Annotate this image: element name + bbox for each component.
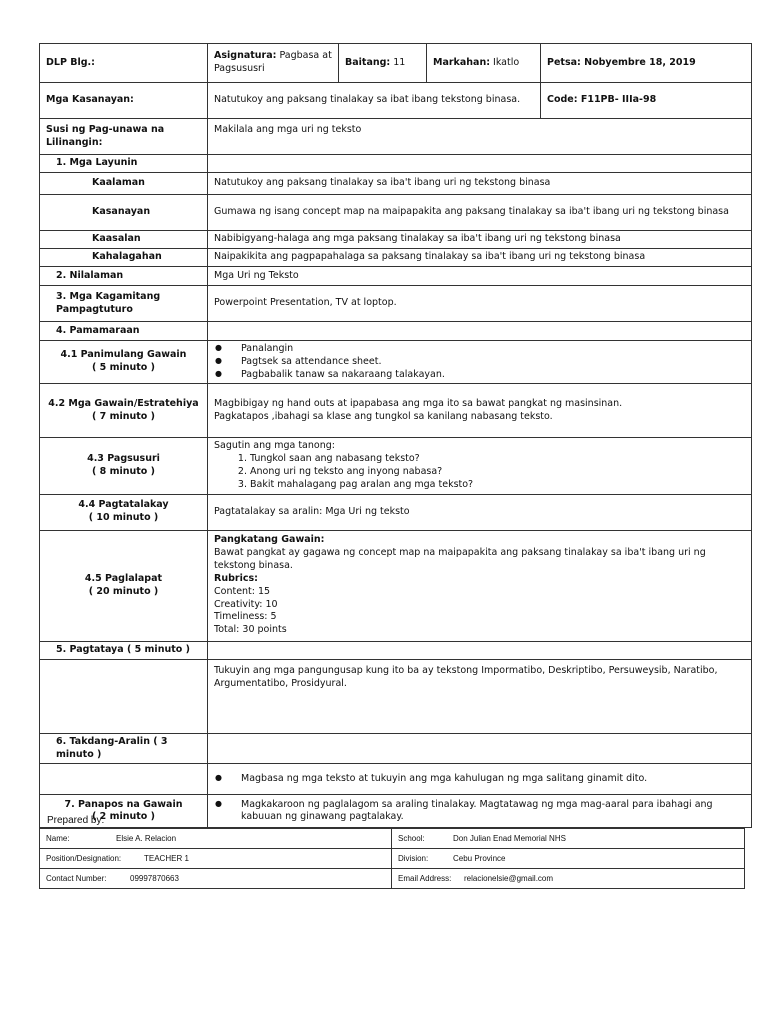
nilalaman-label: 2. Nilalaman: [40, 267, 208, 286]
kasanayan-obj-label: Kasanayan: [40, 195, 208, 231]
s44-title: 4.4 Pagtatalakay: [78, 499, 169, 511]
s41-title-cell: [40, 341, 208, 384]
markahan-cell: [427, 44, 541, 83]
contact-label: Contact Number:: [46, 874, 107, 883]
list-item: ● Panalangin: [214, 343, 745, 356]
s42-title-cell: [40, 384, 208, 438]
susi-label: Susi ng Pag-unawa na Lilinangin:: [40, 119, 208, 155]
position-label: Position/Designation:: [46, 854, 122, 863]
s42-title: 4.2 Mga Gawain/Estratehiya: [48, 398, 199, 410]
s43-title-cell: [40, 438, 208, 494]
rubric-item: Timeliness: 5: [214, 611, 277, 623]
s43-intro: Sagutin ang mga tanong:: [214, 440, 335, 452]
nilalaman-value: Mga Uri ng Teksto: [208, 267, 752, 286]
layunin-row: [40, 155, 752, 173]
kasanayan-value: Natutukoy ang paksang tinalakay sa ibat ibang tekstong binasa.: [208, 83, 541, 119]
markahan-value: Ikatlo: [493, 56, 520, 68]
s43-content: [208, 438, 752, 494]
kahalagahan-value: Naipakikita ang pagpapahalaga sa paksang tinalakay sa iba't ibang uri ng tekstong binasa: [208, 249, 752, 267]
rubric-item: Creativity: 10: [214, 598, 278, 610]
s45-heading: Pangkatang Gawain:: [214, 534, 325, 546]
list-item: ● Pagtsek sa attendance sheet.: [214, 356, 745, 369]
takdang-aralin-content: [208, 764, 752, 795]
kaasalan-value: Nabibigyang-halaga ang mga paksang tinalakay sa iba't ibang uri ng tekstong binasa: [208, 231, 752, 249]
kaalaman-value: Natutukoy ang paksang tinalakay sa iba't ibang uri ng tekstong binasa: [208, 173, 752, 195]
email-label: Email Address:: [398, 874, 452, 883]
kagamitan-value: Powerpoint Presentation, TV at loptop.: [208, 286, 752, 322]
asignatura-label: Asignatura:: [214, 50, 277, 62]
panapos-content: [208, 795, 752, 828]
section-4-3: [40, 438, 752, 494]
list-item: ● Pagbabalik tanaw sa nakaraang talakayan.: [214, 369, 745, 382]
position-value: TEACHER 1: [144, 854, 189, 863]
contact-value: 09997870663: [130, 874, 179, 883]
s41-list: [214, 343, 745, 381]
s44-title-cell: [40, 494, 208, 530]
section-4-2: [40, 384, 752, 438]
pagtataya-row: [40, 641, 752, 659]
dlp-table: [39, 43, 752, 828]
email-value[interactable]: relacionelsie@gmail.com: [464, 874, 554, 883]
kasanayan-label: Mga Kasanayan:: [40, 83, 208, 119]
layunin-item: [40, 249, 752, 267]
s45-title: 4.5 Paglalapat: [84, 572, 163, 584]
kagamitan-label: 3. Mga Kagamitang Pampagtuturo: [40, 286, 208, 322]
petsa: Petsa: Nobyembre 18, 2019: [541, 44, 752, 83]
kahalagahan-label: Kahalagahan: [40, 249, 208, 267]
s41-content: [208, 341, 752, 384]
prepared-by-table: [39, 828, 745, 889]
markahan-label: Markahan:: [433, 56, 491, 68]
nilalaman-row: [40, 267, 752, 286]
asignatura-value: Pagbasa at Pagsususri: [214, 50, 332, 74]
s41-title: 4.1 Panimulang Gawain: [60, 349, 187, 361]
s42-line: Pagkatapos ,ibahagi sa klase ang tungkol sa kanilang nabasang teksto.: [214, 410, 553, 422]
baitang-cell: [339, 44, 427, 83]
takdang-aralin-content-row: [40, 764, 752, 795]
list-item: 1. Tungkol saan ang nabasang teksto?: [250, 453, 745, 466]
pamamaraan-row: [40, 322, 752, 341]
panapos-row: [40, 795, 752, 828]
footer-row: [40, 869, 745, 889]
pagtataya-value: Tukuyin ang mga pangungusap kung ito ba ay tekstong Impormatibo, Deskriptibo, Persuweysib, Naratibo, Argumentatibo, Prosidyural.: [208, 659, 752, 733]
rubric-item: Content: 15: [214, 585, 271, 597]
section-4-4: [40, 494, 752, 530]
rubric-item: Total: 30 points: [214, 624, 287, 636]
school-label: School:: [398, 834, 425, 843]
s45-time: ( 20 minuto ): [88, 585, 159, 597]
kaalaman-label: Kaalaman: [40, 173, 208, 195]
pagtataya-content-row: [40, 659, 752, 733]
s43-time: ( 8 minuto ): [92, 466, 155, 478]
pagtataya-label: 5. Pagtataya ( 5 minuto ): [40, 641, 208, 659]
section-4-1: [40, 341, 752, 384]
layunin-label: 1. Mga Layunin: [40, 155, 208, 173]
layunin-item: [40, 173, 752, 195]
panapos-label: 7. Panapos na Gawain: [64, 798, 183, 810]
section-4-5: [40, 530, 752, 641]
rubrics-heading: Rubrics:: [214, 572, 258, 584]
list-item: 2. Anong uri ng teksto ang inyong nabasa?: [250, 466, 745, 479]
list-item: 3. Bakit mahalagang pag aralan ang mga teksto?: [250, 479, 745, 492]
pamamaraan-label: 4. Pamamaraan: [40, 322, 208, 341]
baitang-label: Baitang:: [345, 56, 391, 68]
s42-time: ( 7 minuto ): [92, 410, 155, 422]
kaasalan-label: Kaasalan: [40, 231, 208, 249]
kasanayan-row: [40, 83, 752, 119]
s41-time: ( 5 minuto ): [92, 362, 155, 374]
footer-row: [40, 849, 745, 869]
name-value: Elsie A. Relacion: [116, 834, 177, 843]
panapos-time: ( 2 minuto ): [92, 811, 155, 823]
s45-title-cell: [40, 530, 208, 641]
layunin-item: [40, 231, 752, 249]
s45-content: [208, 530, 752, 641]
kagamitan-row: [40, 286, 752, 322]
dlp-label: DLP Blg.:: [40, 44, 208, 83]
school-value: Don Julian Enad Memorial NHS: [453, 834, 566, 843]
list-item: ● Magbasa ng mga teksto at tukuyin ang mga kahulugan ng mga salitang ginamit dito.: [214, 773, 745, 786]
list-item: ● Magkakaroon ng paglalagom sa araling tinalakay. Magtatawag ng mga mag-aaral para ibahagi ang kabuuan ng ginawang pagtalakay.: [214, 799, 745, 825]
s45-desc: Bawat pangkat ay gagawa ng concept map na maipapakita ang paksang tinalakay sa iba't ibang uri ng tekstong binasa.: [214, 547, 706, 572]
name-label: Name:: [46, 834, 70, 843]
s44-time: ( 10 minuto ): [88, 512, 159, 524]
baitang-value: 11: [393, 56, 406, 68]
takdang-aralin-row: [40, 733, 752, 764]
header-row: [40, 44, 752, 83]
susi-row: [40, 119, 752, 155]
susi-value: Makilala ang mga uri ng teksto: [208, 119, 752, 155]
takdang-aralin-label: 6. Takdang-Aralin ( 3 minuto ): [40, 733, 208, 764]
asignatura-cell: [208, 44, 339, 83]
s42-content: [208, 384, 752, 438]
prepared-by-label: Prepared by:: [47, 815, 105, 826]
s43-title: 4.3 Pagsusuri: [87, 453, 160, 465]
footer-row: [40, 829, 745, 849]
division-value: Cebu Province: [453, 854, 506, 863]
kasanayan-obj-value: Gumawa ng isang concept map na maipapakita ang paksang tinalakay sa iba't ibang uri ng tekstong binasa: [208, 195, 752, 231]
code: Code: F11PB- IIIa-98: [541, 83, 752, 119]
division-label: Division:: [398, 854, 429, 863]
s43-questions: [214, 453, 745, 491]
s42-line: Magbibigay ng hand outs at ipapabasa ang mga ito sa bawat pangkat ng masinsinan.: [214, 398, 623, 410]
s44-value: Pagtatalakay sa aralin: Mga Uri ng teksto: [208, 494, 752, 530]
layunin-item: [40, 195, 752, 231]
